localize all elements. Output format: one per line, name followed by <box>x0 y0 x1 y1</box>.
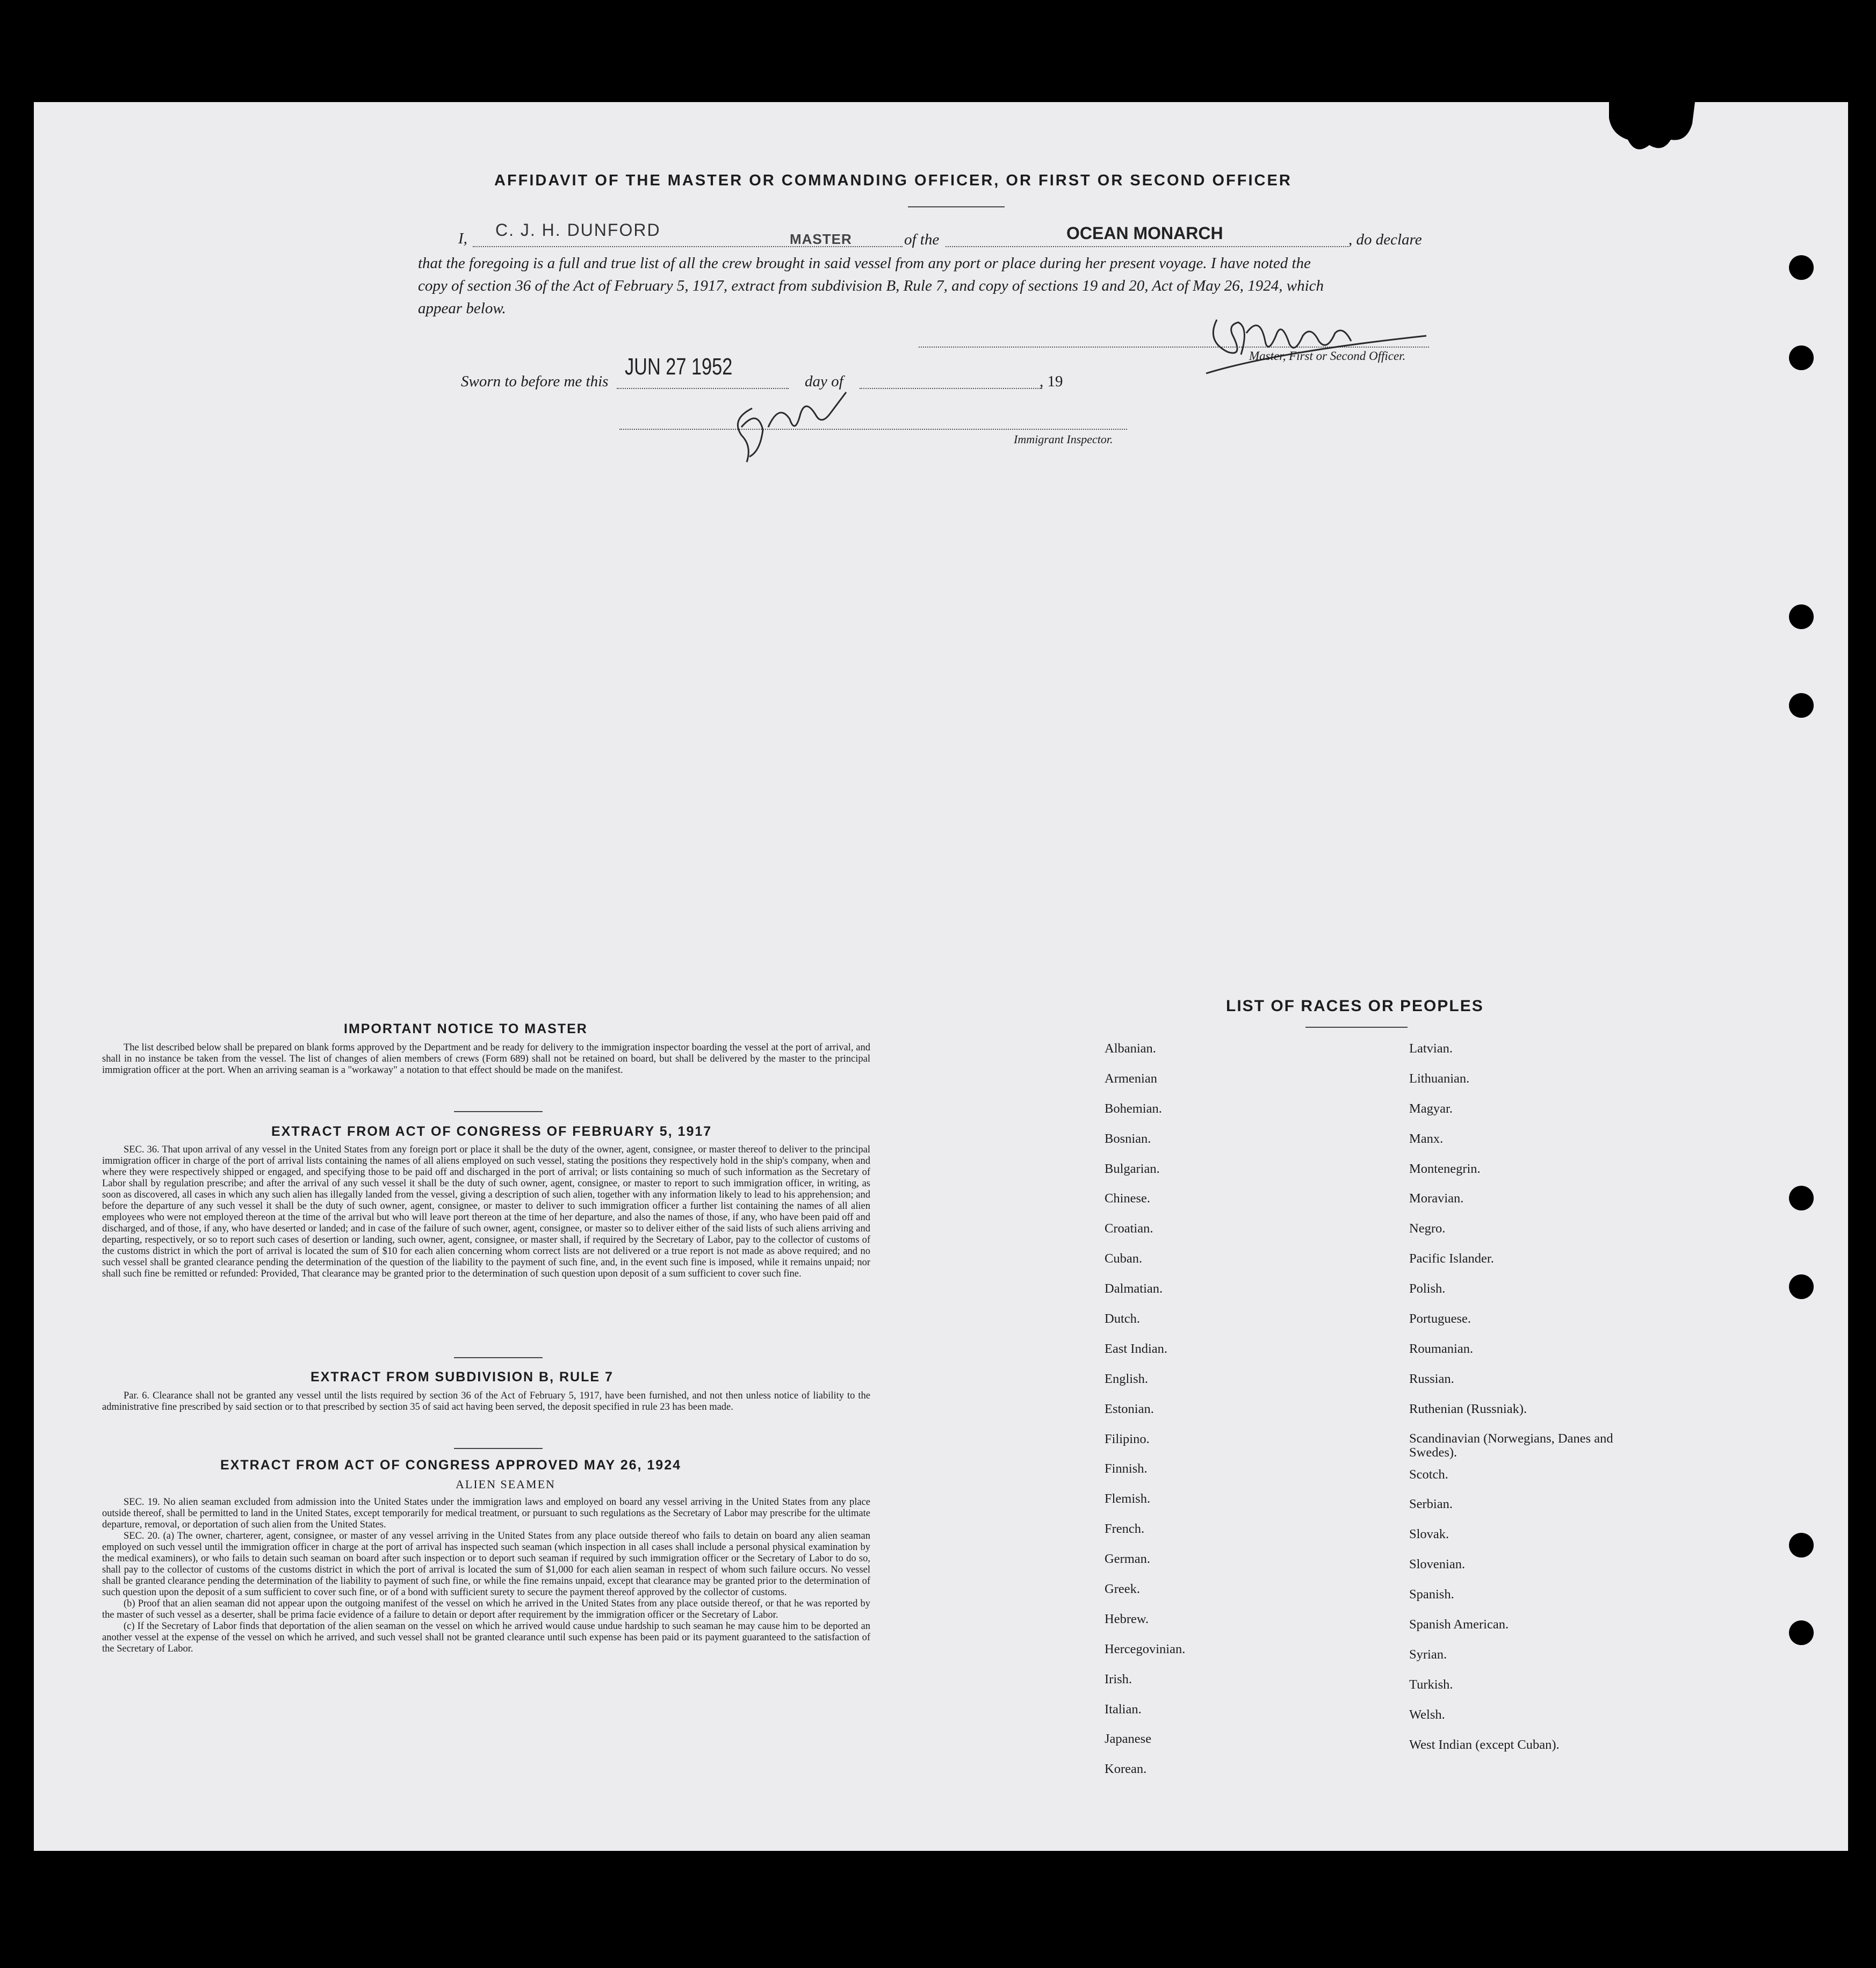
statement-line-1: that the foregoing is a full and true list of all the crew brought in said vessel from any port or place during her present voyage. I have noted the <box>418 255 1311 272</box>
race-item: German. <box>1105 1552 1151 1567</box>
race-item: Slovenian. <box>1409 1557 1466 1572</box>
race-item: Filipino. <box>1105 1431 1150 1446</box>
inspector-signature <box>709 376 870 467</box>
binder-hole <box>1789 255 1814 280</box>
section-rule <box>454 1448 543 1449</box>
sec19-paragraph: SEC. 19. No alien seaman excluded from admission into the United States under the immigration laws and employed on board any vessel arriving in the United States from any place outside thereof, shall be permitted to land in the United States, except temporarily for medical treatment, or pursuant to such regulations as the Secretary of Labor may prescribe for the ultimate departure, removal, or deportation of such alien from the United States. <box>102 1497 870 1530</box>
race-item: Spanish American. <box>1409 1617 1509 1632</box>
race-item: Bosnian. <box>1105 1131 1151 1146</box>
race-item: Serbian. <box>1409 1497 1453 1512</box>
inspector-signature-line <box>619 429 1127 430</box>
extract-rule7-text <box>102 1390 870 1413</box>
binder-hole <box>1789 1186 1814 1210</box>
binder-hole <box>1789 1620 1814 1645</box>
race-item: Polish. <box>1409 1281 1446 1296</box>
race-item: West Indian (except Cuban). <box>1409 1737 1560 1752</box>
race-item: Manx. <box>1409 1131 1444 1146</box>
binder-hole <box>1789 345 1814 370</box>
race-item: Albanian. <box>1105 1041 1156 1056</box>
races-left-column <box>1105 1041 1373 1792</box>
race-item: Spanish. <box>1409 1587 1454 1602</box>
sec20b-paragraph: (b) Proof that an alien seaman did not appear upon the outgoing manifest of the vessel on which he arrived in the United States from any place outside thereof, or that he was reported by the master of such vessel as a deserter, shall be prima facie evidence of a failure to detain or deport after requirement by the immigration officer or the Secretary of Labor. <box>102 1598 870 1620</box>
title-rule <box>908 206 1005 207</box>
race-item: Cuban. <box>1105 1251 1143 1266</box>
binder-hole <box>1789 1533 1814 1558</box>
race-item: Dalmatian. <box>1105 1281 1163 1296</box>
race-item: Flemish. <box>1105 1491 1151 1506</box>
race-item: Ruthenian (Russniak). <box>1409 1401 1527 1416</box>
race-item: Turkish. <box>1409 1677 1453 1692</box>
sworn-date-stamp: JUN 27 1952 <box>625 354 733 380</box>
race-item: Japanese <box>1105 1732 1152 1747</box>
race-item: Lithuanian. <box>1409 1071 1470 1086</box>
i-label: I, <box>458 230 467 247</box>
race-item: Italian. <box>1105 1702 1142 1717</box>
do-declare-label: , do declare <box>1348 231 1422 248</box>
race-item: Negro. <box>1409 1221 1446 1236</box>
day-of-label: day of <box>805 373 843 390</box>
race-item: Russian. <box>1409 1371 1454 1386</box>
binder-hole <box>1789 693 1814 718</box>
year-prefix: , 19 <box>1040 373 1063 390</box>
affidavit-title: AFFIDAVIT OF THE MASTER OR COMMANDING OFFICER, OR FIRST OR SECOND OFFICER <box>494 172 1292 189</box>
race-item: Greek. <box>1105 1582 1140 1597</box>
section-rule <box>454 1357 543 1358</box>
torn-corner-mark <box>1606 102 1698 167</box>
notice-text <box>102 1042 870 1076</box>
extract-1917-text <box>102 1144 870 1280</box>
sec20c-paragraph: (c) If the Secretary of Labor finds that deportation of the alien seaman on the vessel on which he arrived would cause undue hardship to such seaman he may cause him to be deported an another vessel at the expense of the vessel on which he arrived, and such vessel shall not be granted clearance until such expense has been paid or its payment guaranteed to the satisfaction of the Secretary of Labor. <box>102 1621 870 1654</box>
of-the-label: of the <box>904 231 940 248</box>
race-item: Magyar. <box>1409 1101 1453 1116</box>
rank-stamp: MASTER <box>790 231 852 247</box>
race-item: Croatian. <box>1105 1221 1153 1236</box>
race-item: Welsh. <box>1409 1707 1445 1722</box>
race-item: Korean. <box>1105 1762 1147 1777</box>
extract-1924-subtitle: ALIEN SEAMEN <box>456 1477 555 1491</box>
race-item: Roumanian. <box>1409 1341 1474 1356</box>
race-item: Hebrew. <box>1105 1611 1149 1626</box>
master-name: C. J. H. DUNFORD <box>495 220 661 240</box>
race-item: Pacific Islander. <box>1409 1251 1494 1266</box>
binder-hole <box>1789 1274 1814 1299</box>
race-item: Latvian. <box>1409 1041 1453 1056</box>
race-item: Armenian <box>1105 1071 1157 1086</box>
race-item: Bulgarian. <box>1105 1161 1160 1176</box>
binder-hole <box>1789 604 1814 629</box>
extract-1924-title: EXTRACT FROM ACT OF CONGRESS APPROVED MAY 26, 1924 <box>220 1458 682 1473</box>
sec20a-paragraph: SEC. 20. (a) The owner, charterer, agent, consignee, or master of any vessel arriving in the United States from any place outside thereof who fails to detain on board any alien seaman employed on such vessel until the immigration officer in charge at the port of arrival has inspected such seaman (which inspection in all cases shall include a personal physical examination by the medical examiners), or who fails to detain such seaman on board after such inspection or to deport such seaman if required by such immigration officer or the Secretary of Labor to do so, shall pay to the collector of customs of the customs district in which the port of arrival is located the sum of $1,000 for each alien seaman in respect of whom such failure occurs. No vessel shall be granted clearance pending the determination of the liability to payment of such fine, or while the fine remains unpaid, except that clearance may be granted prior to the determination of such question upon the deposit of a sum sufficient to cover such fine, or of a bond with sufficient surety to secure the payment thereof approved by the collector of customs. <box>102 1531 870 1598</box>
race-item: Bohemian. <box>1105 1101 1162 1116</box>
race-item: Portuguese. <box>1409 1311 1471 1327</box>
race-item: Irish. <box>1105 1671 1132 1686</box>
month-fill-line <box>860 388 1042 389</box>
race-item: Moravian. <box>1409 1191 1464 1206</box>
races-title-rule <box>1305 1027 1408 1028</box>
extract-1917-paragraph: SEC. 36. That upon arrival of any vessel in the United States from any foreign port or place it shall be the duty of the owner, agent, consignee, or master thereof to deliver to the principal immigration officer in charge of the port of arrival lists containing the names of all aliens employed on such vessel, stating the positions they respectively hold in the ship's company, when and where they were respectively shipped or engaged, and specifying those to be paid off and discharged in the port of arrival; or lists containing so much of such information as the Secretary of Labor shall by regulation prescribe; and after the arrival of any such vessel it shall be the duty of such owner, agent, consignee, or master to report to such immigration officer, in writing, as soon as discovered, all cases in which any such alien has illegally landed from the vessel, giving a description of such alien, together with any information likely to lead to his apprehension; and before the departure of any such vessel it shall be the duty of such owner, agent, consignee, or master to deliver to such immigration officer a further list containing the names of all alien employees who were not employed thereon at the time of the arrival but who will leave port thereon at the time of her departure, and also the names of those, if any, who have been paid off and discharged, and of those, if any, who have deserted or landed; and in case of the failure of such owner, agent, consignee, or master so to deliver either of the said lists of such aliens arriving and departing, respectively, or so to report such cases of desertion or landing, such owner, agent, consignee, or master shall, if required by the Secretary of Labor, pay to the collector of customs of the customs district in which the port of arrival is located the sum of $10 for each alien concerning whom correct lists are not delivered or a true report is not made as above required; and no such vessel shall be granted clearance pending the determination of the question of the liability to the payment of such fine, and, in the event such fine is imposed, while it remains unpaid; nor shall such fine be remitted or refunded: Provided, That clearance may be granted prior to the determination of such question upon deposit of a sum sufficient to cover such fine. <box>102 1144 870 1279</box>
race-item: Hercegovinian. <box>1105 1641 1186 1656</box>
race-item: Estonian. <box>1105 1401 1154 1416</box>
race-item: Chinese. <box>1105 1191 1151 1206</box>
extract-rule7-title: EXTRACT FROM SUBDIVISION B, RULE 7 <box>311 1369 614 1385</box>
race-item: Montenegrin. <box>1409 1161 1481 1176</box>
race-item: Scotch. <box>1409 1467 1448 1482</box>
inspector-caption: Immigrant Inspector. <box>1014 432 1113 446</box>
race-item: Finnish. <box>1105 1461 1148 1476</box>
race-item: Scandinavian (Norwegians, Danes and Swedes). <box>1409 1431 1613 1460</box>
notice-paragraph: The list described below shall be prepared on blank forms approved by the Department and be ready for delivery to the immigration inspector boarding the vessel at the port of arrival, and shall in no instance be taken from the vessel. The list of changes of alien members of crews (Form 689) shall not be retained on board, but shall be delivered by the master to the principal immigration officer at the port. When an arriving seaman is a "workaway" a notation to that effect should be made on the manifest. <box>102 1042 870 1076</box>
race-item: French. <box>1105 1522 1145 1537</box>
vessel-name: OCEAN MONARCH <box>1066 224 1223 243</box>
race-item: Syrian. <box>1409 1647 1447 1662</box>
statement-line-2: copy of section 36 of the Act of February 5, 1917, extract from subdivision B, Rule 7, and copy of sections 19 and 20, Act of May 26, 1924, which <box>418 277 1324 294</box>
extract-1917-title: EXTRACT FROM ACT OF CONGRESS OF FEBRUARY 5, 1917 <box>271 1124 712 1139</box>
race-item: Dutch. <box>1105 1311 1140 1327</box>
race-item: Slovak. <box>1409 1527 1449 1542</box>
races-right-column <box>1409 1041 1656 1767</box>
sworn-label: Sworn to before me this <box>461 373 609 390</box>
extract-rule7-paragraph: Par. 6. Clearance shall not be granted any vessel until the lists required by section 36 of the Act of February 5, 1917, have been furnished, and not then unless notice of liability to the administrative fine prescribed by said section or to that prescribed by section 35 of said act having been served, the deposit specified in rule 23 has been made. <box>102 1390 870 1412</box>
officer-caption: Master, First or Second Officer. <box>1249 349 1406 363</box>
race-item: East Indian. <box>1105 1341 1168 1356</box>
races-title: LIST OF RACES OR PEOPLES <box>1226 997 1484 1015</box>
vessel-fill-line <box>946 246 1348 247</box>
race-item: English. <box>1105 1371 1148 1386</box>
extract-1924-text <box>102 1497 870 1655</box>
notice-title: IMPORTANT NOTICE TO MASTER <box>344 1021 588 1036</box>
statement-line-3: appear below. <box>418 300 506 317</box>
master-signature <box>1195 304 1432 379</box>
section-rule <box>454 1111 543 1112</box>
